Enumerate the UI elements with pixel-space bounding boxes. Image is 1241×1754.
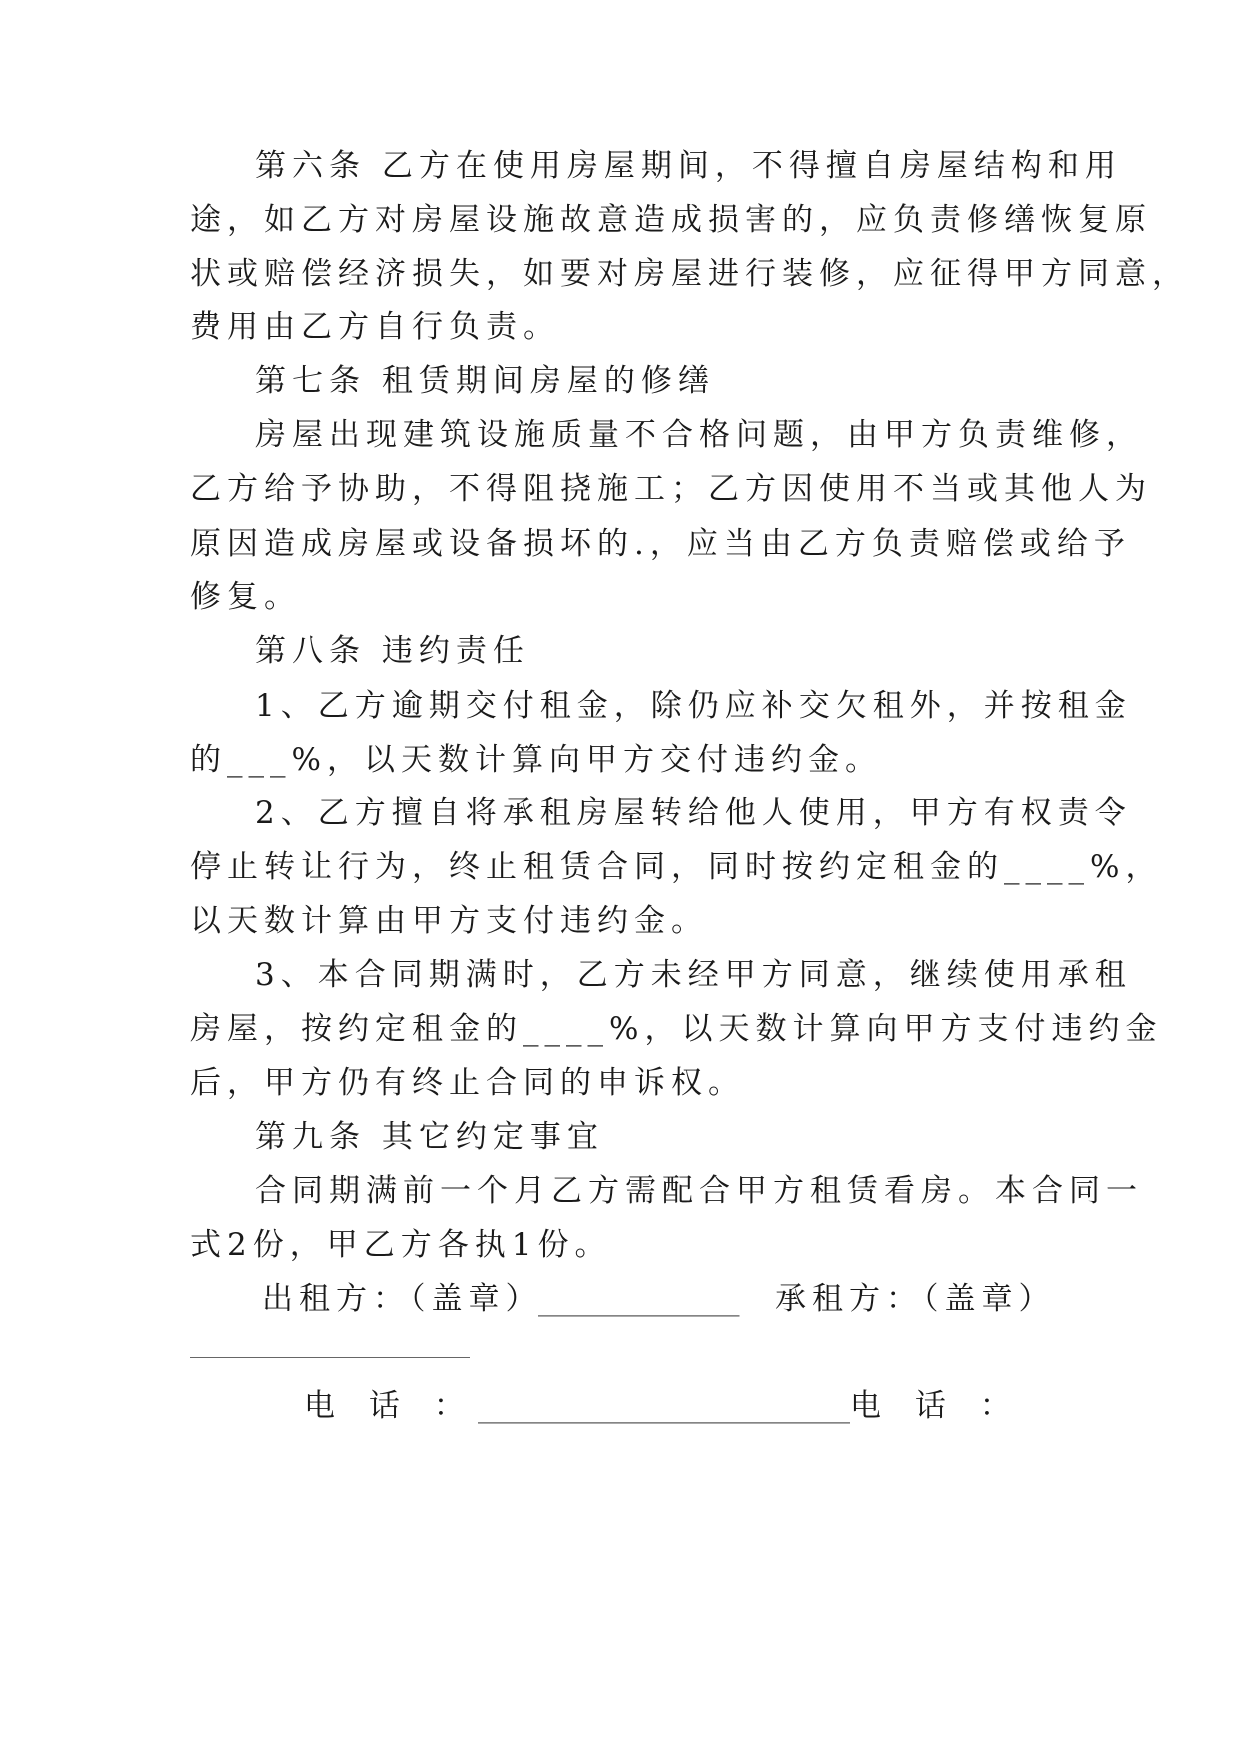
text-line: 停止转让行为，终止租赁合同，同时按约定租金的____%， xyxy=(190,849,1163,885)
text-line: 3、本合同期满时，乙方未经甲方同意，继续使用承租 xyxy=(255,957,1132,993)
lessee-signature-line xyxy=(190,1357,470,1358)
section-heading: 第九条 其它约定事宜 xyxy=(255,1119,604,1155)
section-heading: 第七条 租赁期间房屋的修缮 xyxy=(255,363,715,399)
text-line: 途，如乙方对房屋设施故意造成损害的，应负责修缮恢复原 xyxy=(190,202,1152,238)
text-line: 合同期满前一个月乙方需配合甲方租赁看房。本合同一 xyxy=(255,1173,1143,1209)
text-line: 的___%，以天数计算向甲方交付违约金。 xyxy=(190,742,882,778)
phone-label-right: 电 话 ： xyxy=(850,1388,1023,1424)
text-line: 后，甲方仍有终止合同的申诉权。 xyxy=(190,1065,745,1101)
lessor-label: 出租方：（盖章） xyxy=(262,1281,543,1317)
text-line: 2、乙方擅自将承租房屋转给他人使用，甲方有权责令 xyxy=(255,795,1132,831)
lessor-blank: _____________ xyxy=(538,1281,740,1317)
text-line: 第六条 乙方在使用房屋期间，不得擅自房屋结构和用 xyxy=(255,148,1122,184)
text-line: 以天数计算由甲方支付违约金。 xyxy=(190,903,708,939)
text-line: 乙方给予协助，不得阻挠施工；乙方因使用不当或其他人为 xyxy=(190,471,1152,507)
text-line: 式2份，甲乙方各执1份。 xyxy=(190,1227,612,1263)
text-line: 房屋，按约定租金的____%，以天数计算向甲方支付违约金 xyxy=(190,1011,1163,1047)
phone-blank: ________________________ xyxy=(478,1388,850,1424)
text-line: 原因造成房屋或设备损坏的.，应当由乙方负责赔偿或给予 xyxy=(190,526,1131,562)
text-line: 状或赔偿经济损失，如要对房屋进行装修，应征得甲方同意， xyxy=(190,256,1189,292)
lessee-label: 承租方：（盖章） xyxy=(775,1281,1056,1317)
section-heading: 第八条 违约责任 xyxy=(255,633,530,669)
phone-label-left: 电 话 ： xyxy=(304,1388,477,1424)
text-line: 1、乙方逾期交付租金，除仍应补交欠租外，并按租金 xyxy=(255,688,1132,724)
text-line: 修复。 xyxy=(190,579,301,615)
text-line: 房屋出现建筑设施质量不合格问题，由甲方负责维修， xyxy=(255,417,1143,453)
text-line: 费用由乙方自行负责。 xyxy=(190,309,560,345)
